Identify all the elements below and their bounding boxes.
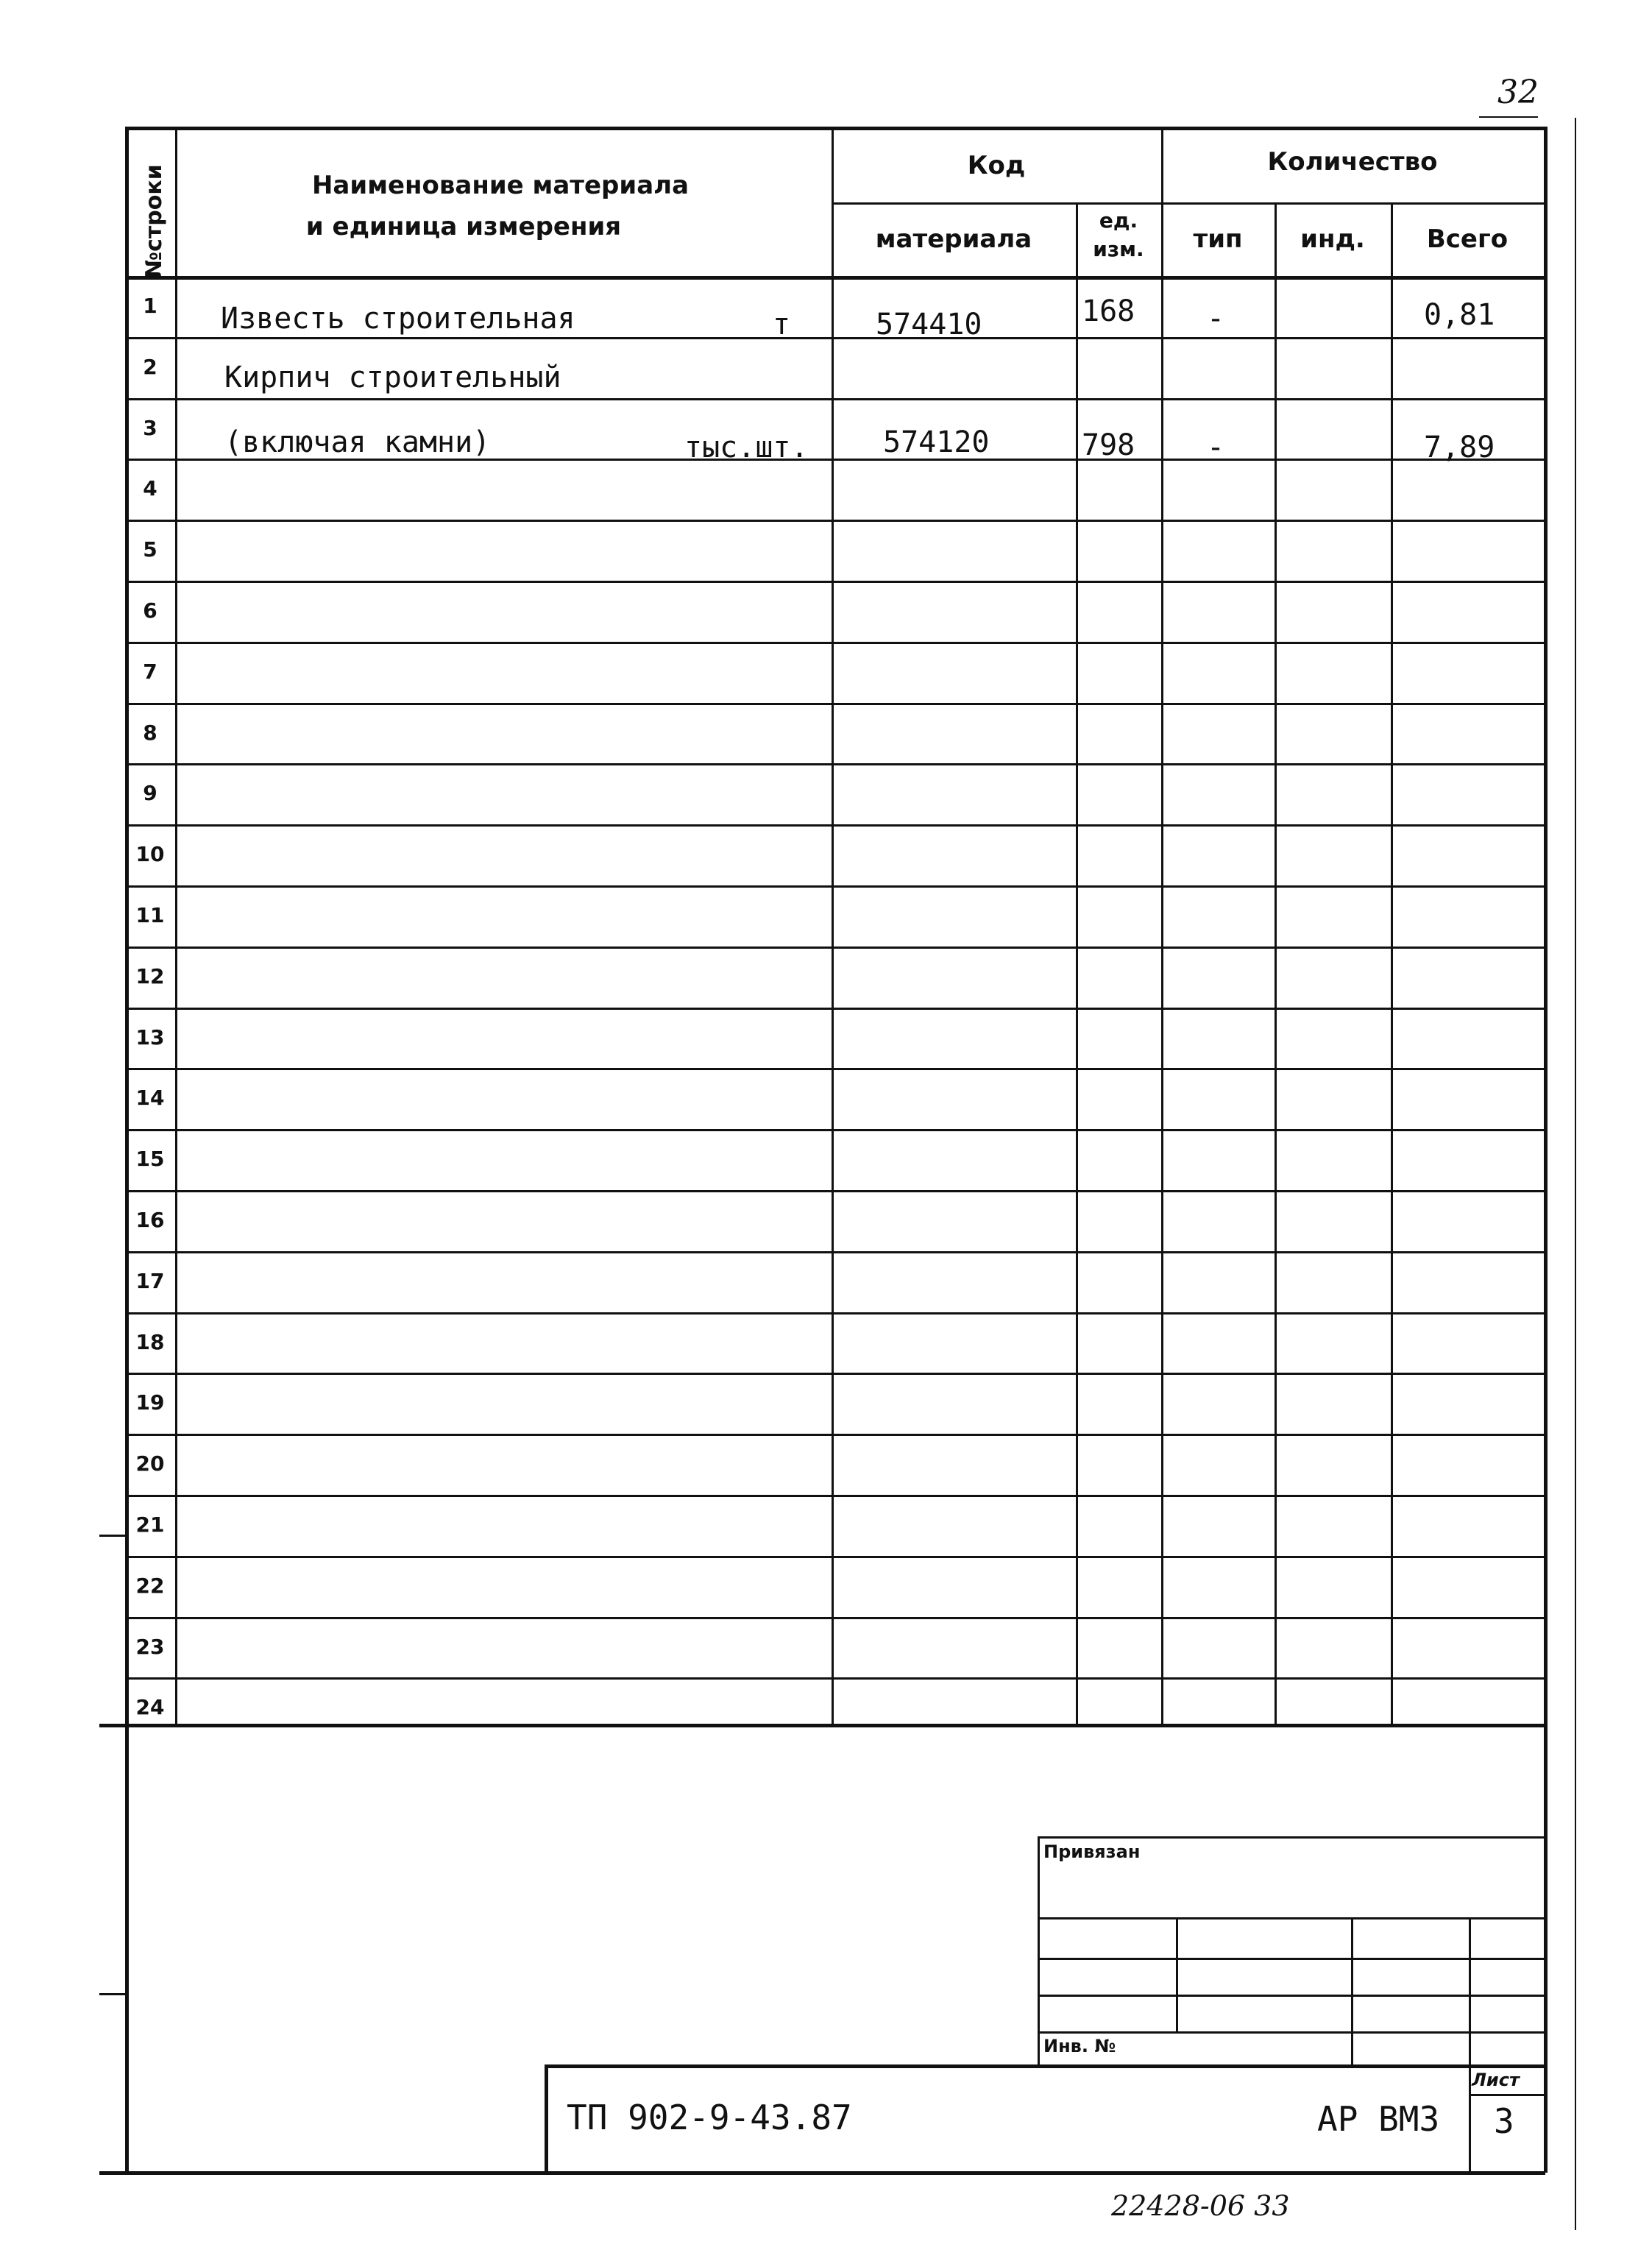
row-divider bbox=[125, 1373, 1544, 1375]
bound-label: Привязан bbox=[1043, 1841, 1141, 1862]
row-divider bbox=[125, 398, 1544, 400]
row-divider bbox=[125, 946, 1544, 949]
row-divider bbox=[125, 1190, 1544, 1192]
row1-unit: т bbox=[773, 308, 791, 342]
stamp-line bbox=[1038, 1995, 1544, 1997]
row1-name: Известь строительная bbox=[221, 302, 575, 336]
stamp-line bbox=[1176, 1917, 1178, 2031]
header-name-line1: Наименование материала bbox=[311, 171, 689, 200]
row-divider bbox=[125, 1434, 1544, 1436]
header-total: Всего bbox=[1426, 224, 1509, 254]
header-ind: инд. bbox=[1300, 224, 1365, 254]
row-number: 20 bbox=[135, 1451, 165, 1476]
row-divider bbox=[125, 1617, 1544, 1619]
stamp-line bbox=[1038, 1836, 1544, 1839]
side-tick bbox=[99, 1535, 129, 1537]
row-number: 7 bbox=[143, 659, 157, 684]
inv-no-label: Инв. № bbox=[1043, 2036, 1116, 2056]
page-mark-underline bbox=[1479, 116, 1538, 118]
row-divider bbox=[125, 1251, 1544, 1253]
row-number: 4 bbox=[143, 476, 157, 501]
row-divider bbox=[125, 642, 1544, 644]
row-number: 8 bbox=[143, 720, 157, 745]
row-divider bbox=[125, 885, 1544, 888]
frame-bottom bbox=[99, 2171, 1545, 2175]
sheet-label: Лист bbox=[1472, 2070, 1520, 2090]
row-divider bbox=[125, 824, 1544, 827]
stamp-line bbox=[1038, 2031, 1544, 2034]
stamp-line bbox=[1038, 1836, 1040, 2064]
row-number: 23 bbox=[135, 1634, 165, 1659]
header-unit-line2: изм. bbox=[1093, 237, 1144, 261]
row-number: 16 bbox=[135, 1208, 165, 1232]
row-number: 9 bbox=[143, 781, 157, 806]
row-number: 14 bbox=[135, 1086, 165, 1111]
row-divider bbox=[125, 1312, 1544, 1315]
row-divider bbox=[125, 763, 1544, 765]
row1-unit-code: 168 bbox=[1082, 294, 1135, 328]
row-number: 17 bbox=[135, 1268, 165, 1293]
row2-name: Кирпич строительный bbox=[224, 361, 561, 394]
stamp-line bbox=[1469, 1917, 1471, 2171]
page-mark: 32 bbox=[1497, 74, 1539, 111]
row-number: 11 bbox=[135, 903, 165, 927]
row1-type: - bbox=[1207, 302, 1225, 336]
header-row-no: №строки bbox=[141, 164, 167, 278]
row-number: 6 bbox=[143, 598, 157, 623]
header-name-line2: и единица измерения bbox=[305, 212, 622, 241]
row-number: 5 bbox=[143, 537, 157, 562]
row-number: 3 bbox=[143, 415, 157, 440]
table-bottom-line bbox=[99, 1724, 1544, 1727]
row-number: 21 bbox=[135, 1512, 165, 1537]
stamp-line bbox=[1351, 1917, 1353, 2064]
row-number: 15 bbox=[135, 1147, 165, 1172]
frame-top bbox=[125, 127, 1545, 130]
row-divider bbox=[125, 1068, 1544, 1070]
row1-code: 574410 bbox=[876, 308, 982, 342]
side-tick bbox=[99, 1993, 129, 1995]
header-bottom-line bbox=[125, 276, 1544, 280]
row3-type: - bbox=[1207, 431, 1225, 464]
row-divider bbox=[125, 337, 1544, 339]
row-divider bbox=[125, 581, 1544, 583]
row-divider bbox=[125, 1677, 1544, 1680]
header-material: материала bbox=[875, 224, 1032, 254]
doc-code: ТП 902-9-43.87 bbox=[567, 2098, 852, 2137]
row-number: 13 bbox=[135, 1025, 165, 1050]
sheet-number: 3 bbox=[1494, 2101, 1514, 2141]
sheet-edge bbox=[1575, 118, 1576, 2230]
row-number: 1 bbox=[143, 294, 157, 318]
stamp-line bbox=[1038, 1917, 1544, 1919]
row-divider bbox=[125, 1556, 1544, 1558]
row-divider bbox=[125, 1495, 1544, 1497]
row-number: 12 bbox=[135, 963, 165, 988]
footer-note: 22428-06 33 bbox=[1111, 2190, 1290, 2222]
header-code: Код bbox=[967, 151, 1026, 180]
row-number: 19 bbox=[135, 1390, 165, 1415]
row-number: 22 bbox=[135, 1573, 165, 1598]
frame-right bbox=[1544, 127, 1548, 2173]
header-quantity: Количество bbox=[1267, 147, 1438, 177]
row-divider bbox=[125, 520, 1544, 522]
header-type: тип bbox=[1193, 224, 1243, 254]
row-divider bbox=[125, 1008, 1544, 1010]
col-line-unit bbox=[1161, 127, 1163, 1724]
row3-unit-code: 798 bbox=[1082, 428, 1135, 462]
col-line-no bbox=[175, 127, 177, 1724]
stamp-title-left bbox=[545, 2064, 548, 2171]
row3-total: 7,89 bbox=[1424, 431, 1495, 464]
row-number: 24 bbox=[135, 1695, 165, 1720]
row3-code: 574120 bbox=[883, 425, 990, 459]
row-number: 10 bbox=[135, 842, 165, 867]
row3-name: (включая камни) bbox=[224, 425, 491, 459]
header-sub-line bbox=[832, 202, 1544, 205]
row-number: 18 bbox=[135, 1329, 165, 1354]
row-divider bbox=[125, 1129, 1544, 1131]
header-unit-line1: ед. bbox=[1099, 208, 1138, 233]
col-line-name bbox=[832, 127, 834, 1724]
stamp-line bbox=[1038, 1958, 1544, 1960]
row-number: 2 bbox=[143, 354, 157, 379]
stamp-title-top bbox=[545, 2064, 1544, 2068]
row3-unit: тыс.шт. bbox=[684, 431, 809, 464]
row-divider bbox=[125, 703, 1544, 705]
row1-total: 0,81 bbox=[1424, 298, 1495, 332]
section-code: АР ВМЗ bbox=[1317, 2099, 1440, 2139]
stamp-line bbox=[1469, 2094, 1544, 2096]
